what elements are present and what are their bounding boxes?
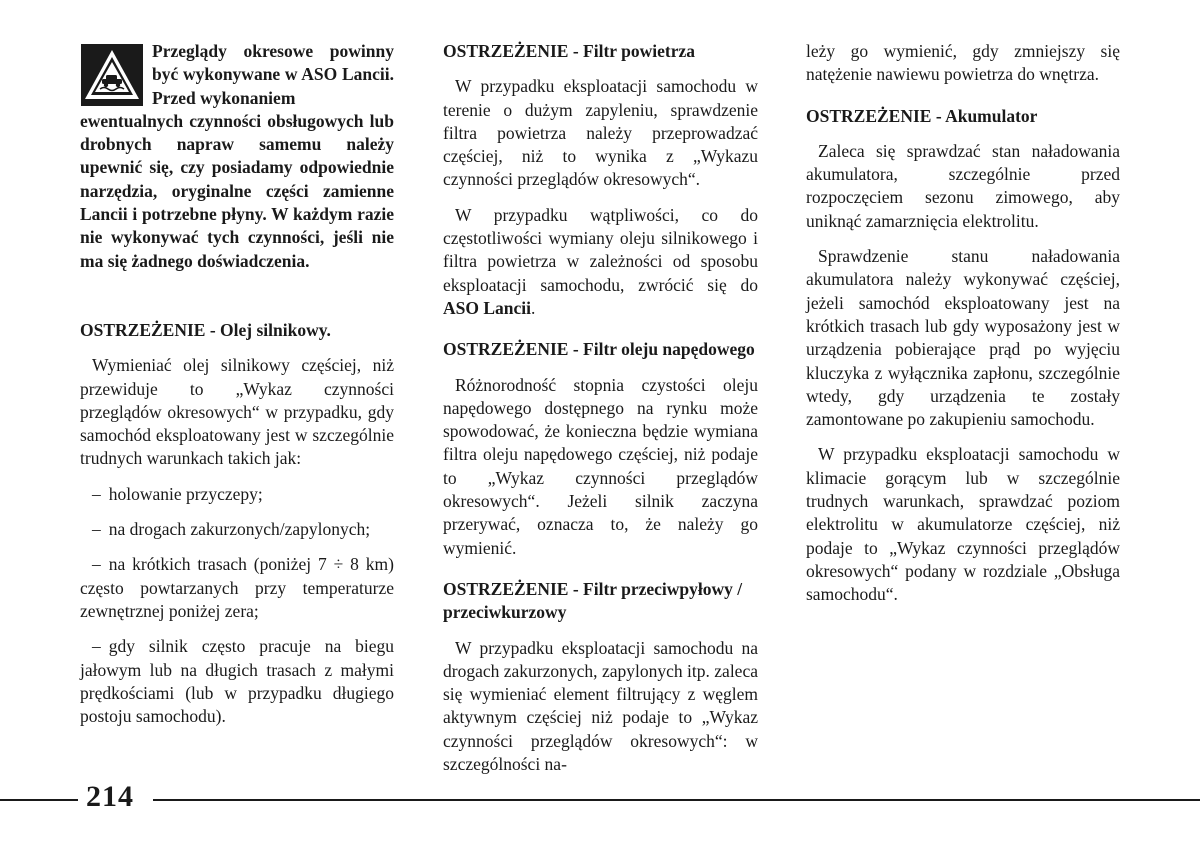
column-left bbox=[80, 40, 394, 728]
battery-paragraph-2: Sprawdzenie stanu naładowania akumulatora należy wykonywać częściej, jeżeli samochód eksploatowany jest na krótkich trasach lub gdy wyposażony jest w urządzenia pobierające prąd po wyjęciu kluczyka z wyłącznika zapłonu, szczególnie wtedy, gdy urządzenia te zostały zamontowane po zakupieniu samochodu. bbox=[806, 246, 1120, 430]
heading-diesel-filter: OSTRZEŻENIE - Filtr oleju napędowego bbox=[443, 339, 755, 360]
period: . bbox=[531, 297, 536, 318]
warning-box bbox=[80, 40, 394, 110]
air-filter-paragraph-2 bbox=[443, 204, 758, 320]
warning-intro-text: Przeglądy okresowe powinny być wykonywane w ASO Lancii. Przed wykonaniem bbox=[152, 41, 394, 108]
column-right bbox=[806, 40, 1120, 607]
battery-paragraph-3: W przypadku eksploatacji samochodu w klimacie gorącym lub w szczególnie trudnych warunkach, sprawdzać poziom elektrolitu w akumulatorze częściej, niż podaje to „Wykaz czynności przeglądów okresowych“ podany w rozdziale „Obsługa samochodu“. bbox=[806, 444, 1120, 605]
heading-air-filter: OSTRZEŻENIE - Filtr powietrza bbox=[443, 41, 695, 61]
condition-text: holowanie przyczepy; bbox=[108, 483, 263, 504]
diesel-filter-paragraph: Różnorodność stopnia czystości oleju napędowego dostępnego na rynku może spowodować, że konieczna będzie wymiana filtra oleju napędowego częściej, niż podaje to „Wykaz czynności przeglądów okresowych“. Jeżeli silnik zaczyna przerywać, oznacza to, że należy go wymienić. bbox=[443, 374, 758, 558]
condition-text: na krótkich trasach (poniżej 7 ÷ 8 km) często powtarzanych przy temperaturze zewnętrznej poniżej zera; bbox=[80, 554, 394, 621]
dash: – bbox=[92, 519, 101, 540]
dash: – bbox=[92, 483, 101, 504]
aso-lancia-bold: ASO Lancii bbox=[443, 297, 532, 318]
column-middle bbox=[443, 40, 758, 776]
condition-item bbox=[80, 635, 394, 728]
heading-battery: OSTRZEŻENIE - Akumulator bbox=[806, 105, 1038, 126]
air-filter-paragraph-2-text: W przypadku wątpliwości, co do częstotliwości wymiany oleju silnikowego i filtra powietrza w zależności od sposobu eksploatacji samochodu, zwrócić się do bbox=[443, 204, 758, 295]
page-number: 214 bbox=[86, 780, 134, 813]
heading-engine-oil: OSTRZEŻENIE - Olej silnikowy. bbox=[80, 319, 331, 340]
condition-text: gdy silnik często pracuje na biegu jałowym lub na długich trasach z małymi prędkościami (lub w przypadku długiego postoju samochodu). bbox=[80, 636, 394, 727]
engine-oil-paragraph: Wymieniać olej silnikowy częściej, niż przewiduje to „Wykaz czynności przeglądów okresowych“ w przypadku, gdy samochód eksploatowany jest w szczególnie trudnych warunkach takich jak: bbox=[80, 355, 394, 469]
footer-rule-left bbox=[0, 799, 78, 801]
footer-rule-right bbox=[153, 799, 1200, 801]
dash: – bbox=[92, 636, 101, 657]
slippery-road-warning-icon bbox=[80, 43, 144, 107]
battery-paragraph-1: Zaleca się sprawdzać stan naładowania akumulatora, szczególnie przed rozpoczęciem sezonu zimowego, aby uniknąć zamarznięcia elektrolitu. bbox=[806, 140, 1120, 231]
pollen-filter-paragraph: W przypadku eksploatacji samochodu na drogach zakurzonych, zapylonych itp. zaleca się wymieniać element filtrujący z węglem aktywnym częściej niż podaje to „Wykaz czynności przeglądów okresowych“: w szczególności na- bbox=[443, 637, 758, 775]
air-filter-paragraph-1: W przypadku eksploatacji samochodu w terenie o dużym zapyleniu, sprawdzenie filtra powietrza należy przeprowadzać częściej, niż to wynika z „Wykazu czynności przeglądów okresowych“. bbox=[443, 76, 758, 190]
heading-pollen-filter: OSTRZEŻENIE - Filtr przeciwpyłowy / przeciwkurzowy bbox=[443, 578, 743, 623]
warning-continued-text: ewentualnych czynności obsługowych lub drobnych napraw samemu należy upewnić się, czy posiadamy odpowiednie narzędzia, oryginalne części zamienne Lancii i potrzebne płyny. W każdym razie nie wykonywać tych czynności, jeśli nie ma się żadnego doświadczenia. bbox=[80, 110, 394, 271]
condition-item bbox=[80, 553, 394, 623]
condition-item bbox=[80, 483, 394, 506]
condition-text: na drogach zakurzonych/zapylonych; bbox=[108, 519, 371, 540]
dash: – bbox=[92, 554, 101, 575]
condition-item bbox=[80, 518, 394, 541]
pollen-filter-continued: leży go wymienić, gdy zmniejszy się natężenie nawiewu powietrza do wnętrza. bbox=[806, 41, 1120, 85]
